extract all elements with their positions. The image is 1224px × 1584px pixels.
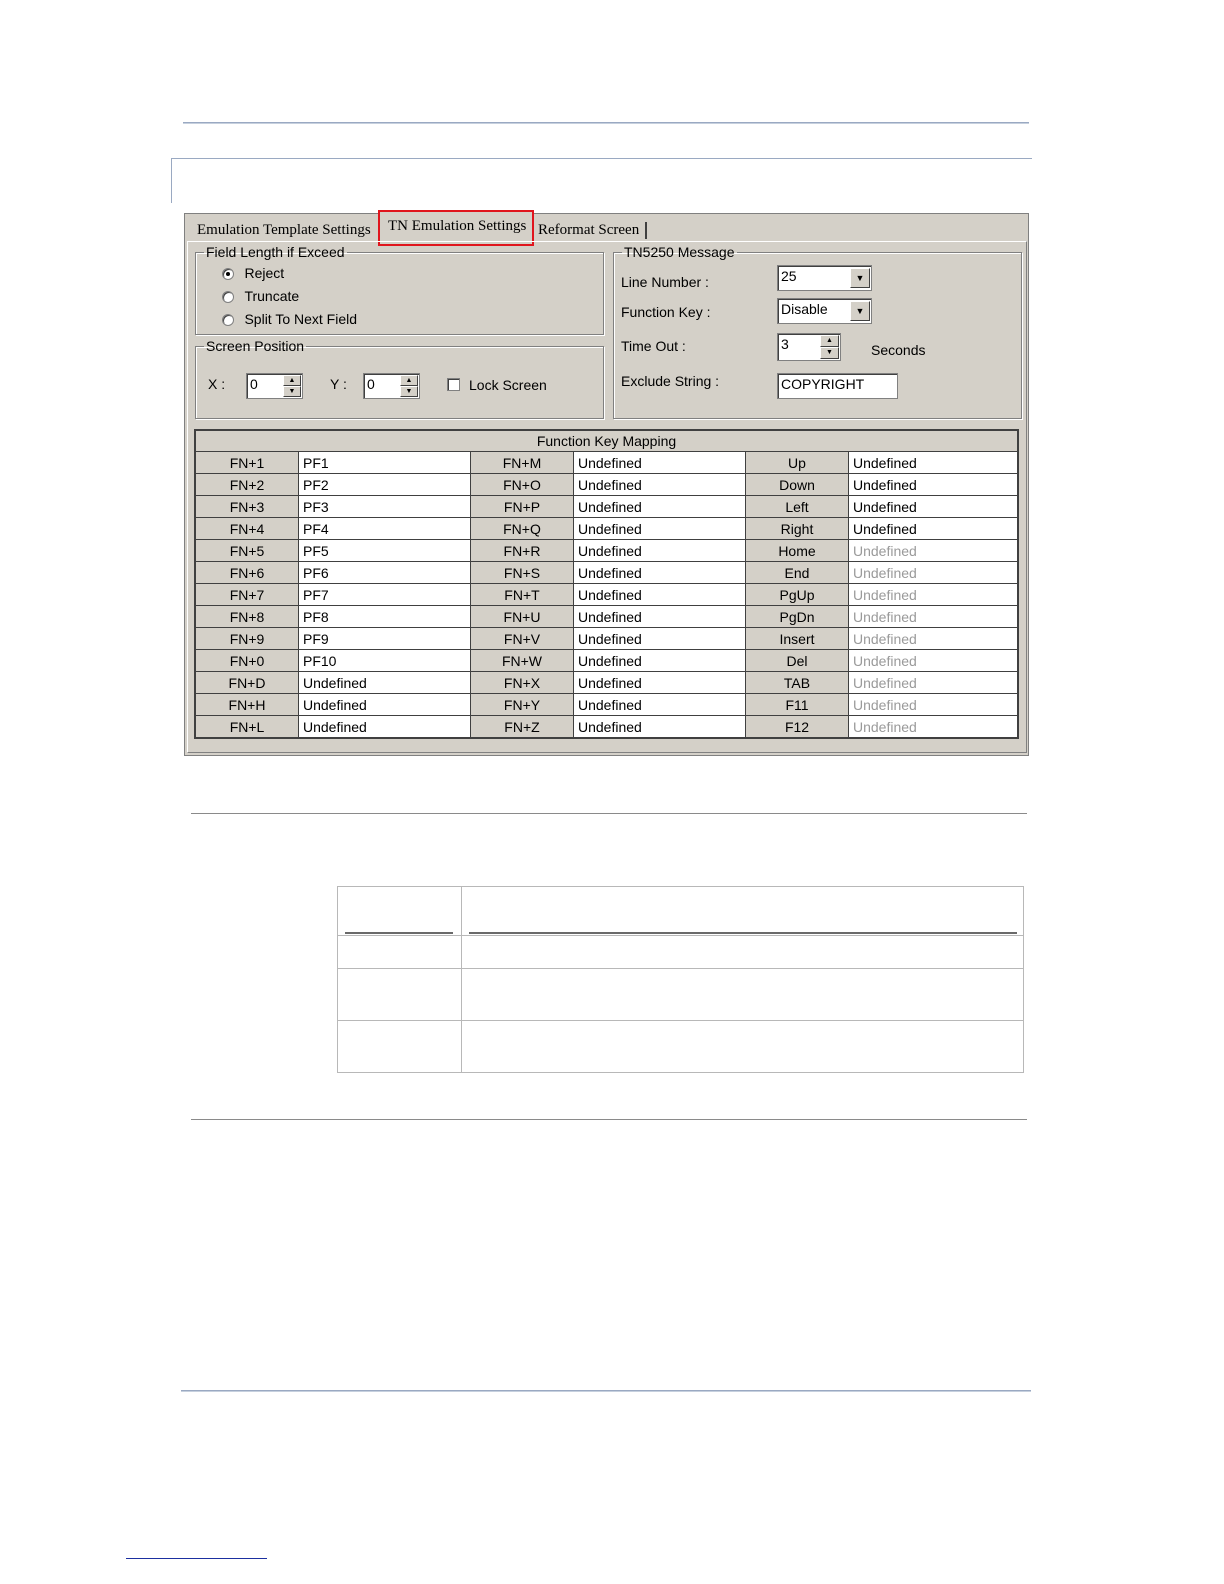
mapping-key-cell: FN+H xyxy=(195,694,299,716)
page-header-rule xyxy=(183,122,1029,124)
timeout-unit: Seconds xyxy=(871,342,926,358)
mapping-key-cell: F11 xyxy=(746,694,849,716)
mapping-value-cell[interactable]: Undefined xyxy=(299,716,471,739)
mapping-key-cell: FN+P xyxy=(471,496,574,518)
mapping-value-cell[interactable]: Undefined xyxy=(574,452,746,474)
mapping-value-cell[interactable]: Undefined xyxy=(574,672,746,694)
mapping-value-cell[interactable]: Undefined xyxy=(849,606,1019,628)
mapping-value-cell[interactable]: PF5 xyxy=(299,540,471,562)
x-label: X : xyxy=(208,376,226,392)
table-row xyxy=(195,628,1018,650)
mapping-key-cell: FN+D xyxy=(195,672,299,694)
mapping-value-cell[interactable]: PF8 xyxy=(299,606,471,628)
mapping-value-cell[interactable]: Undefined xyxy=(849,452,1019,474)
mapping-value-cell[interactable]: Undefined xyxy=(849,474,1019,496)
table-row xyxy=(195,540,1018,562)
radio-split-label: Split To Next Field xyxy=(244,311,358,327)
mapping-value-cell[interactable]: Undefined xyxy=(574,606,746,628)
mapping-key-cell: FN+6 xyxy=(195,562,299,584)
table-header-row xyxy=(195,430,1018,452)
mapping-key-cell: FN+O xyxy=(471,474,574,496)
footnote-rule xyxy=(126,1558,267,1559)
mapping-key-cell: FN+T xyxy=(471,584,574,606)
table-row xyxy=(195,584,1018,606)
mapping-value-cell[interactable]: Undefined xyxy=(574,562,746,584)
exclude-string-input[interactable] xyxy=(777,373,898,399)
mapping-key-cell: Del xyxy=(746,650,849,672)
mapping-value-cell[interactable]: Undefined xyxy=(849,694,1019,716)
radio-reject[interactable] xyxy=(222,265,284,283)
table-row xyxy=(195,606,1018,628)
mapping-key-cell: F12 xyxy=(746,716,849,739)
mapping-key-cell: Down xyxy=(746,474,849,496)
radio-reject-indicator[interactable] xyxy=(222,268,234,280)
tab-reformat-screen[interactable]: Reformat Screen xyxy=(538,222,647,239)
mapping-key-cell: FN+4 xyxy=(195,518,299,540)
mapping-value-cell[interactable]: Undefined xyxy=(574,628,746,650)
mapping-key-cell: FN+1 xyxy=(195,452,299,474)
mapping-key-cell: FN+R xyxy=(471,540,574,562)
mapping-key-cell: FN+Y xyxy=(471,694,574,716)
mapping-value-cell[interactable]: Undefined xyxy=(849,584,1019,606)
mapping-key-cell: FN+0 xyxy=(195,650,299,672)
function-key-chevron-down-icon[interactable]: ▼ xyxy=(850,301,870,321)
mapping-value-cell[interactable]: PF1 xyxy=(299,452,471,474)
mapping-key-cell: FN+3 xyxy=(195,496,299,518)
radio-truncate-indicator[interactable] xyxy=(222,291,234,303)
timeout-spin-up[interactable]: ▲ xyxy=(820,335,839,347)
section-heading-bar xyxy=(171,158,1032,203)
table-row xyxy=(195,452,1018,474)
radio-truncate[interactable] xyxy=(222,288,299,306)
mapping-key-cell: PgUp xyxy=(746,584,849,606)
grid-row-divider xyxy=(338,1020,1023,1021)
grid-column-divider xyxy=(461,887,462,1072)
mapping-value-cell[interactable]: Undefined xyxy=(849,518,1019,540)
y-spin-down[interactable]: ▼ xyxy=(400,386,418,397)
x-value: 0 xyxy=(250,376,258,392)
mapping-value-cell[interactable]: Undefined xyxy=(574,716,746,739)
mapping-key-cell: FN+9 xyxy=(195,628,299,650)
grid-row-divider xyxy=(338,968,1023,969)
mapping-key-cell: FN+Z xyxy=(471,716,574,739)
tab-tn-emulation-settings[interactable]: TN Emulation Settings xyxy=(378,210,534,246)
table-row xyxy=(195,650,1018,672)
mapping-key-cell: FN+X xyxy=(471,672,574,694)
exclude-string-label: Exclude String : xyxy=(621,373,720,389)
mapping-value-cell[interactable]: Undefined xyxy=(574,540,746,562)
y-label: Y : xyxy=(330,376,347,392)
table-row xyxy=(195,496,1018,518)
mapping-key-cell: FN+U xyxy=(471,606,574,628)
mapping-value-cell[interactable]: Undefined xyxy=(849,672,1019,694)
mapping-key-cell: FN+8 xyxy=(195,606,299,628)
mapping-value-cell[interactable]: Undefined xyxy=(299,694,471,716)
mapping-value-cell[interactable]: Undefined xyxy=(299,672,471,694)
table-row xyxy=(195,694,1018,716)
mapping-value-cell[interactable]: PF9 xyxy=(299,628,471,650)
mapping-key-cell: FN+S xyxy=(471,562,574,584)
mapping-key-cell: FN+L xyxy=(195,716,299,739)
mapping-value-cell[interactable]: PF4 xyxy=(299,518,471,540)
mapping-value-cell[interactable]: PF7 xyxy=(299,584,471,606)
lock-screen-checkbox[interactable] xyxy=(447,378,460,391)
mapping-value-cell[interactable]: PF6 xyxy=(299,562,471,584)
radio-truncate-label: Truncate xyxy=(244,288,300,304)
timeout-value: 3 xyxy=(781,336,789,352)
radio-split-indicator[interactable] xyxy=(222,314,234,326)
mapping-key-cell: FN+Q xyxy=(471,518,574,540)
grid-row-divider xyxy=(338,935,1023,936)
line-number-value: 25 xyxy=(781,268,797,284)
mapping-value-cell[interactable]: Undefined xyxy=(574,694,746,716)
divider-rule xyxy=(191,1119,1027,1120)
mapping-value-cell[interactable]: Undefined xyxy=(574,518,746,540)
x-spin-up[interactable]: ▲ xyxy=(283,375,301,386)
function-key-mapping-table xyxy=(194,429,1019,739)
mapping-value-cell[interactable]: Undefined xyxy=(849,540,1019,562)
mapping-key-cell: End xyxy=(746,562,849,584)
exclude-string-value: COPYRIGHT xyxy=(781,376,865,392)
table-row xyxy=(195,562,1018,584)
line-number-chevron-down-icon[interactable]: ▼ xyxy=(850,268,870,288)
table-row xyxy=(195,518,1018,540)
mapping-value-cell[interactable]: PF3 xyxy=(299,496,471,518)
timeout-spin-down[interactable]: ▼ xyxy=(820,347,839,359)
divider-rule xyxy=(191,813,1027,814)
mapping-value-cell[interactable]: Undefined xyxy=(574,584,746,606)
field-length-legend: Field Length if Exceed xyxy=(206,244,345,260)
mapping-value-cell[interactable]: Undefined xyxy=(574,650,746,672)
y-value: 0 xyxy=(367,376,375,392)
mapping-value-cell[interactable]: Undefined xyxy=(574,474,746,496)
function-key-value: Disable xyxy=(781,301,828,317)
mapping-value-cell[interactable]: Undefined xyxy=(849,650,1019,672)
table-row xyxy=(195,672,1018,694)
mapping-key-cell: Up xyxy=(746,452,849,474)
mapping-value-cell[interactable]: Undefined xyxy=(849,562,1019,584)
mapping-key-cell: FN+W xyxy=(471,650,574,672)
mapping-key-cell: Right xyxy=(746,518,849,540)
empty-grid-table xyxy=(337,886,1024,1073)
timeout-label: Time Out : xyxy=(621,338,686,354)
mapping-key-cell: FN+2 xyxy=(195,474,299,496)
mapping-key-cell: Insert xyxy=(746,628,849,650)
mapping-key-cell: FN+M xyxy=(471,452,574,474)
mapping-value-cell[interactable]: Undefined xyxy=(574,496,746,518)
table-row xyxy=(195,716,1018,739)
radio-reject-label: Reject xyxy=(244,265,285,281)
mapping-key-cell: TAB xyxy=(746,672,849,694)
mapping-value-cell[interactable]: Undefined xyxy=(849,496,1019,518)
mapping-key-cell: FN+5 xyxy=(195,540,299,562)
mapping-key-cell: FN+V xyxy=(471,628,574,650)
grid-header-underline xyxy=(469,932,1017,934)
lock-screen-label: Lock Screen xyxy=(469,377,547,393)
mapping-key-cell: Left xyxy=(746,496,849,518)
grid-header-underline xyxy=(345,932,453,934)
tn5250-legend: TN5250 Message xyxy=(624,244,735,260)
screen-position-legend: Screen Position xyxy=(206,338,305,354)
function-key-mapping-title: Function Key Mapping xyxy=(195,430,1018,452)
y-spin-up[interactable]: ▲ xyxy=(400,375,418,386)
mapping-key-cell: Home xyxy=(746,540,849,562)
radio-split-to-next-field[interactable] xyxy=(222,311,357,329)
tab-emulation-template-settings[interactable]: Emulation Template Settings xyxy=(197,222,371,238)
line-number-label: Line Number : xyxy=(621,274,709,290)
mapping-key-cell: FN+7 xyxy=(195,584,299,606)
mapping-value-cell[interactable]: Undefined xyxy=(849,628,1019,650)
table-row xyxy=(195,474,1018,496)
mapping-value-cell[interactable]: PF10 xyxy=(299,650,471,672)
page-footer-rule xyxy=(181,1390,1031,1392)
function-key-label: Function Key : xyxy=(621,304,711,320)
mapping-value-cell[interactable]: Undefined xyxy=(849,716,1019,739)
mapping-value-cell[interactable]: PF2 xyxy=(299,474,471,496)
x-spin-down[interactable]: ▼ xyxy=(283,386,301,397)
function-key-mapping-body xyxy=(195,452,1018,739)
mapping-key-cell: PgDn xyxy=(746,606,849,628)
